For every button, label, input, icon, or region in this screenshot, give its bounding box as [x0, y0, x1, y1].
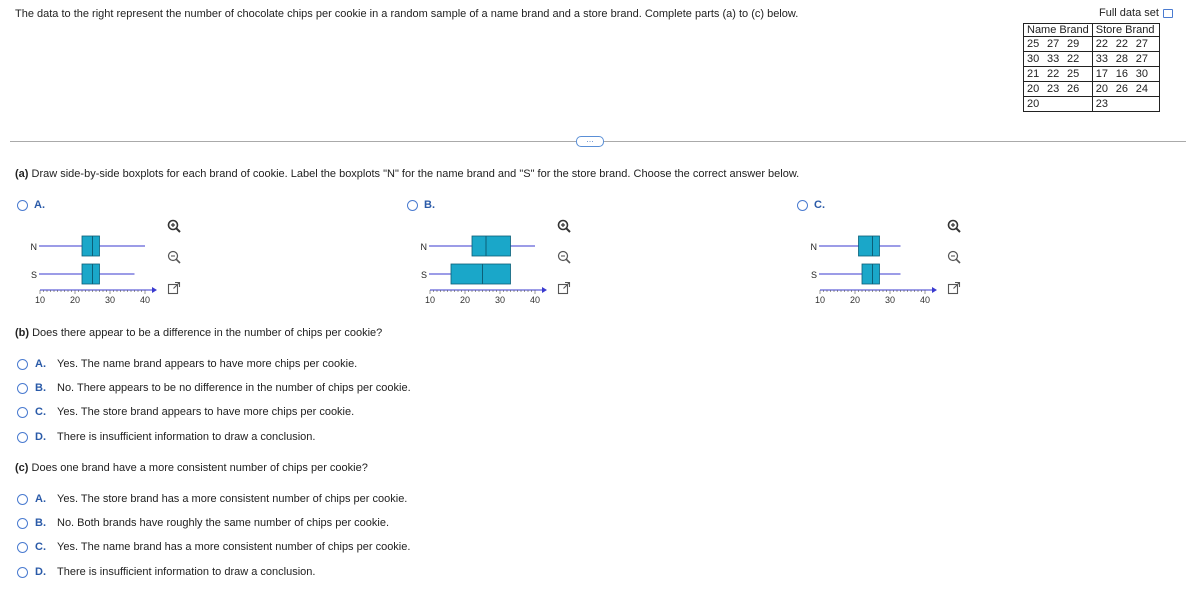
part-a-label: (a): [15, 168, 29, 180]
data-value: 22: [1095, 38, 1109, 50]
data-value: 24: [1135, 83, 1149, 95]
radio-circle-icon[interactable]: [17, 407, 28, 418]
boxplot-option-a: [20, 228, 165, 306]
data-value: 25: [1027, 38, 1040, 50]
radio-circle-icon[interactable]: [17, 359, 28, 370]
data-value: 17: [1095, 68, 1109, 80]
radio-circle-icon[interactable]: [407, 200, 418, 211]
pop-out-icon[interactable]: [167, 281, 181, 295]
zoom-out-icon[interactable]: [167, 250, 181, 264]
option-text: No. There appears to be no difference in the number of chips per cookie.: [57, 382, 411, 394]
name-brand-cell: [1024, 52, 1093, 67]
data-row: [1024, 52, 1160, 67]
pop-out-icon[interactable]: [947, 281, 961, 295]
part-c-prompt: [15, 462, 368, 474]
data-value: 22: [1047, 68, 1060, 80]
option-letter: C.: [35, 541, 46, 553]
data-value: 22: [1115, 38, 1129, 50]
data-value: 28: [1115, 53, 1129, 65]
plot-tools-c: [947, 219, 961, 295]
radio-circle-icon[interactable]: [17, 432, 28, 443]
data-value: 27: [1047, 38, 1060, 50]
data-value: 27: [1135, 38, 1149, 50]
option-letter: D.: [35, 431, 46, 443]
data-row: [1024, 97, 1160, 112]
part-a-text: Draw side-by-side boxplots for each brand of cookie. Label the boxplots "N" for the name brand and "S" for the store brand. Choose the correct answer below.: [31, 168, 800, 180]
x-tick-label: 40: [139, 295, 151, 305]
option-text: Yes. The name brand has a more consistent number of chips per cookie.: [57, 541, 411, 553]
radio-circle-icon[interactable]: [797, 200, 808, 211]
store-brand-cell: [1092, 82, 1159, 97]
full-data-set-link[interactable]: [1099, 7, 1173, 19]
store-brand-box: [451, 264, 511, 284]
data-value: 23: [1095, 98, 1109, 110]
option-letter: A.: [35, 358, 46, 370]
option-text: Yes. The store brand has a more consistent number of chips per cookie.: [57, 493, 408, 505]
instructions-text: The data to the right represent the number of chocolate chips per cookie in a random sample of a name brand and a store brand. Complete parts (a) to (c) below.: [15, 8, 799, 20]
part-b-text: Does there appear to be a difference in the number of chips per cookie?: [32, 327, 383, 339]
x-tick-label: 40: [529, 295, 541, 305]
data-value: 25: [1067, 68, 1080, 80]
boxplot-option-b: [410, 228, 555, 306]
plot-tools-a: [167, 219, 181, 295]
part-b-option-a[interactable]: [17, 358, 357, 370]
header-name-brand: Name Brand: [1024, 24, 1093, 37]
x-tick-label: 20: [849, 295, 861, 305]
option-text: No. Both brands have roughly the same number of chips per cookie.: [57, 517, 390, 529]
data-document-icon: [1163, 9, 1173, 18]
data-value: 29: [1067, 38, 1080, 50]
data-row: [1024, 82, 1160, 97]
name-brand-cell: [1024, 97, 1093, 112]
x-tick-label: 10: [424, 295, 436, 305]
part-b-option-c[interactable]: [17, 406, 354, 418]
option-letter: B.: [35, 517, 46, 529]
data-value: 16: [1115, 68, 1129, 80]
data-value: 30: [1027, 53, 1040, 65]
zoom-out-icon[interactable]: [557, 250, 571, 264]
boxplot-option-c: [800, 228, 945, 306]
radio-circle-icon[interactable]: [17, 542, 28, 553]
name-brand-box: [472, 236, 511, 256]
data-value: 33: [1047, 53, 1060, 65]
name-brand-cell: [1024, 67, 1093, 82]
data-value: 22: [1067, 53, 1080, 65]
data-row: [1024, 37, 1160, 52]
x-axis-arrow: [542, 287, 547, 293]
store-brand-label: S: [30, 270, 37, 280]
option-a-radio[interactable]: [17, 199, 45, 211]
option-text: Yes. The store brand appears to have more chips per cookie.: [57, 406, 355, 418]
x-tick-label: 10: [34, 295, 46, 305]
data-value: 20: [1095, 83, 1109, 95]
x-tick-label: 30: [884, 295, 896, 305]
x-tick-label: 10: [814, 295, 826, 305]
data-value: 30: [1135, 68, 1149, 80]
plot-tools-b: [557, 219, 571, 295]
data-value: 26: [1115, 83, 1129, 95]
option-text: There is insufficient information to draw a conclusion.: [57, 566, 316, 578]
name-brand-label: N: [810, 242, 817, 252]
store-brand-box: [862, 264, 880, 284]
option-c-radio[interactable]: [797, 199, 825, 211]
pop-out-icon[interactable]: [557, 281, 571, 295]
store-brand-cell: [1092, 97, 1159, 112]
x-tick-label: 40: [919, 295, 931, 305]
radio-circle-icon[interactable]: [17, 200, 28, 211]
part-b-prompt: [15, 327, 382, 339]
part-a-prompt: [15, 168, 799, 180]
part-c-option-b[interactable]: [17, 517, 389, 529]
data-table: [1023, 23, 1160, 112]
radio-circle-icon[interactable]: [17, 567, 28, 578]
data-value: 23: [1047, 83, 1060, 95]
radio-circle-icon[interactable]: [17, 383, 28, 394]
x-tick-label: 30: [104, 295, 116, 305]
option-letter: A.: [35, 493, 46, 505]
option-letter: C.: [814, 199, 825, 211]
data-row: [1024, 67, 1160, 82]
store-brand-box: [82, 264, 100, 284]
name-brand-label: N: [420, 242, 427, 252]
radio-circle-icon[interactable]: [17, 494, 28, 505]
name-brand-box: [859, 236, 880, 256]
zoom-out-icon[interactable]: [947, 250, 961, 264]
part-c-text: Does one brand have a more consistent number of chips per cookie?: [31, 462, 368, 474]
part-c-option-d[interactable]: [17, 566, 315, 578]
name-brand-box: [82, 236, 100, 256]
radio-circle-icon[interactable]: [17, 518, 28, 529]
zoom-in-icon[interactable]: [557, 219, 571, 233]
store-brand-cell: [1092, 37, 1159, 52]
header-store-brand: Store Brand: [1092, 24, 1159, 37]
store-brand-cell: [1092, 52, 1159, 67]
option-letter: D.: [35, 566, 46, 578]
store-brand-cell: [1092, 67, 1159, 82]
name-brand-cell: [1024, 82, 1093, 97]
x-tick-label: 30: [494, 295, 506, 305]
data-value: 26: [1067, 83, 1080, 95]
option-text: There is insufficient information to draw a conclusion.: [57, 431, 316, 443]
option-text: Yes. The name brand appears to have more chips per cookie.: [57, 358, 358, 370]
store-brand-label: S: [810, 270, 817, 280]
data-value: 21: [1027, 68, 1040, 80]
part-c-option-c[interactable]: [17, 541, 410, 553]
option-letter: A.: [34, 199, 45, 211]
x-tick-label: 20: [69, 295, 81, 305]
zoom-in-icon[interactable]: [167, 219, 181, 233]
name-brand-cell: [1024, 37, 1093, 52]
full-data-set-label: Full data set: [1099, 7, 1159, 19]
part-c-label: (c): [15, 462, 29, 474]
zoom-in-icon[interactable]: [947, 219, 961, 233]
data-value: 27: [1135, 53, 1149, 65]
expand-more-button[interactable]: …: [576, 136, 604, 147]
part-b-option-d[interactable]: [17, 431, 315, 443]
x-axis-arrow: [152, 287, 157, 293]
option-letter: B.: [35, 382, 46, 394]
data-value: 20: [1027, 98, 1040, 110]
data-value: 20: [1027, 83, 1040, 95]
part-b-option-b[interactable]: [17, 382, 411, 394]
x-axis-arrow: [932, 287, 937, 293]
x-tick-label: 20: [459, 295, 471, 305]
part-b-label: (b): [15, 327, 30, 339]
store-brand-label: S: [420, 270, 427, 280]
name-brand-label: N: [30, 242, 37, 252]
option-letter: B.: [424, 199, 435, 211]
option-b-radio[interactable]: [407, 199, 435, 211]
option-letter: C.: [35, 406, 46, 418]
part-c-option-a[interactable]: [17, 493, 407, 505]
data-value: 33: [1095, 53, 1109, 65]
